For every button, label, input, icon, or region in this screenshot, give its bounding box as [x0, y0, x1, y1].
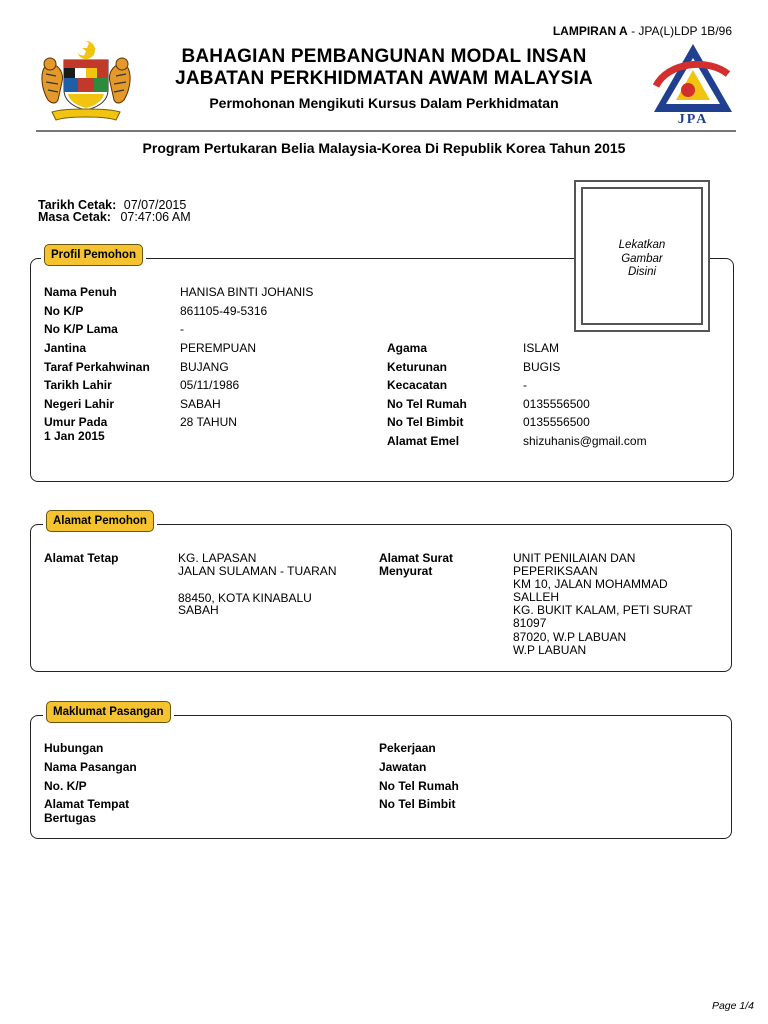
tel-bimbit-value: 0135556500: [523, 415, 590, 429]
kp-pasangan-label: No. K/P: [44, 779, 87, 793]
emel-label: Alamat Emel: [387, 434, 460, 448]
photo-line2: Gambar: [621, 252, 663, 265]
lampiran-code: - JPA(L)LDP 1B/96: [631, 24, 732, 38]
kp-lama-label: No K/P Lama: [44, 322, 118, 336]
taraf-label: Taraf Perkahwinan: [44, 360, 150, 374]
jpa-logo-text: JPA: [677, 112, 709, 127]
kp-label: No K/P: [44, 304, 84, 318]
alamat-surat-line4: SALLEH: [513, 590, 560, 604]
umur-label-line1: Umur Pada: [44, 415, 108, 429]
jawatan-label: Jawatan: [379, 760, 427, 774]
umur-label-line2: 1 Jan 2015: [44, 429, 105, 443]
header-subtitle: Permohonan Mengikuti Kursus Dalam Perkhidmatan: [209, 95, 559, 111]
kp-value: 861105-49-5316: [180, 304, 268, 318]
tel-bimbit-label: No Tel Bimbit: [387, 415, 464, 429]
photo-line1: Lekatkan: [618, 239, 666, 251]
hubungan-label: Hubungan: [44, 741, 104, 755]
page-number: Page 1/4: [711, 1000, 754, 1012]
jantina-value: PEREMPUAN: [180, 341, 257, 355]
alamat-tetap-line4: 88450, KOTA KINABALU: [178, 591, 312, 605]
maklumat-pasangan-section: [30, 715, 732, 839]
umur-value: 28 TAHUN: [180, 415, 237, 429]
agama-label: Agama: [387, 341, 428, 355]
negeri-label: Negeri Lahir: [44, 397, 115, 411]
alamat-surat-line8: W.P LABUAN: [513, 643, 587, 657]
alamat-surat-line7: 87020, W.P LABUAN: [513, 630, 627, 644]
alamat-surat-line1: UNIT PENILAIAN DAN: [513, 551, 636, 565]
kecacatan-label: Kecacatan: [387, 378, 448, 392]
kecacatan-value: -: [523, 378, 527, 392]
kp-lama-value: -: [180, 322, 184, 336]
profil-pemohon-tag: Profil Pemohon: [44, 244, 143, 266]
jantina-label: Jantina: [44, 341, 87, 355]
alamat-pemohon-tag: Alamat Pemohon: [46, 510, 154, 532]
alamat-tempat-label-line1: Alamat Tempat: [44, 797, 130, 811]
photo-instruction: [583, 239, 701, 280]
emel-value: shizuhanis@gmail.com: [523, 434, 647, 448]
keturunan-value: BUGIS: [523, 360, 561, 374]
alamat-surat-line3: KM 10, JALAN MOHAMMAD: [513, 577, 668, 591]
alamat-tetap-label: Alamat Tetap: [44, 551, 119, 565]
print-date-value: 07/07/2015: [123, 198, 187, 212]
print-time-label: Masa Cetak:: [38, 210, 111, 224]
alamat-tempat-label-line2: Bertugas: [44, 811, 97, 825]
print-time: [38, 210, 191, 224]
print-date-label: Tarikh Cetak:: [38, 198, 117, 212]
header-title-line2: JABATAN PERKHIDMATAN AWAM MALAYSIA: [175, 68, 593, 89]
keturunan-label: Keturunan: [387, 360, 447, 374]
tel-rumah-value: 0135556500: [523, 397, 590, 411]
alamat-tetap-line5: SABAH: [178, 603, 219, 617]
alamat-surat-line5: KG. BUKIT KALAM, PETI SURAT: [513, 603, 693, 617]
tarikh-lahir-label: Tarikh Lahir: [44, 378, 112, 392]
maklumat-pasangan-tag: Maklumat Pasangan: [46, 701, 171, 723]
taraf-value: BUJANG: [180, 360, 229, 374]
nama-value: HANISA BINTI JOHANIS: [180, 285, 314, 299]
pasangan-tel-rumah-label: No Tel Rumah: [379, 779, 459, 793]
pekerjaan-label: Pekerjaan: [379, 741, 436, 755]
alamat-surat-line6: 81097: [513, 616, 547, 630]
alamat-tetap-line2: JALAN SULAMAN - TUARAN: [178, 564, 337, 578]
tel-rumah-label: No Tel Rumah: [387, 397, 467, 411]
nama-label: Nama Penuh: [44, 285, 117, 299]
alamat-tetap-line1: KG. LAPASAN: [178, 551, 257, 565]
alamat-surat-label-line2: Menyurat: [379, 564, 433, 578]
pasangan-tel-bimbit-label: No Tel Bimbit: [379, 797, 456, 811]
header-divider: [36, 130, 736, 132]
nama-pasangan-label: Nama Pasangan: [44, 760, 137, 774]
lampiran-label: LAMPIRAN A: [552, 24, 628, 38]
alamat-surat-line2: PEPERIKSAAN: [513, 564, 598, 578]
photo-line3: Disini: [627, 266, 657, 278]
print-time-value: 07:47:06 AM: [120, 210, 191, 224]
photo-frame: [581, 187, 703, 325]
tarikh-lahir-value: 05/11/1986: [180, 378, 240, 392]
alamat-pemohon-section: [30, 524, 732, 672]
program-title: Program Pertukaran Belia Malaysia-Korea Di Republik Korea Tahun 2015: [142, 140, 626, 156]
photo-placeholder: [574, 180, 710, 332]
alamat-surat-label-line1: Alamat Surat: [379, 551, 454, 565]
lampiran-reference: [553, 24, 732, 38]
header-title-line1: BAHAGIAN PEMBANGUNAN MODAL INSAN: [181, 46, 587, 67]
negeri-value: SABAH: [180, 397, 221, 411]
agama-value: ISLAM: [523, 341, 560, 355]
